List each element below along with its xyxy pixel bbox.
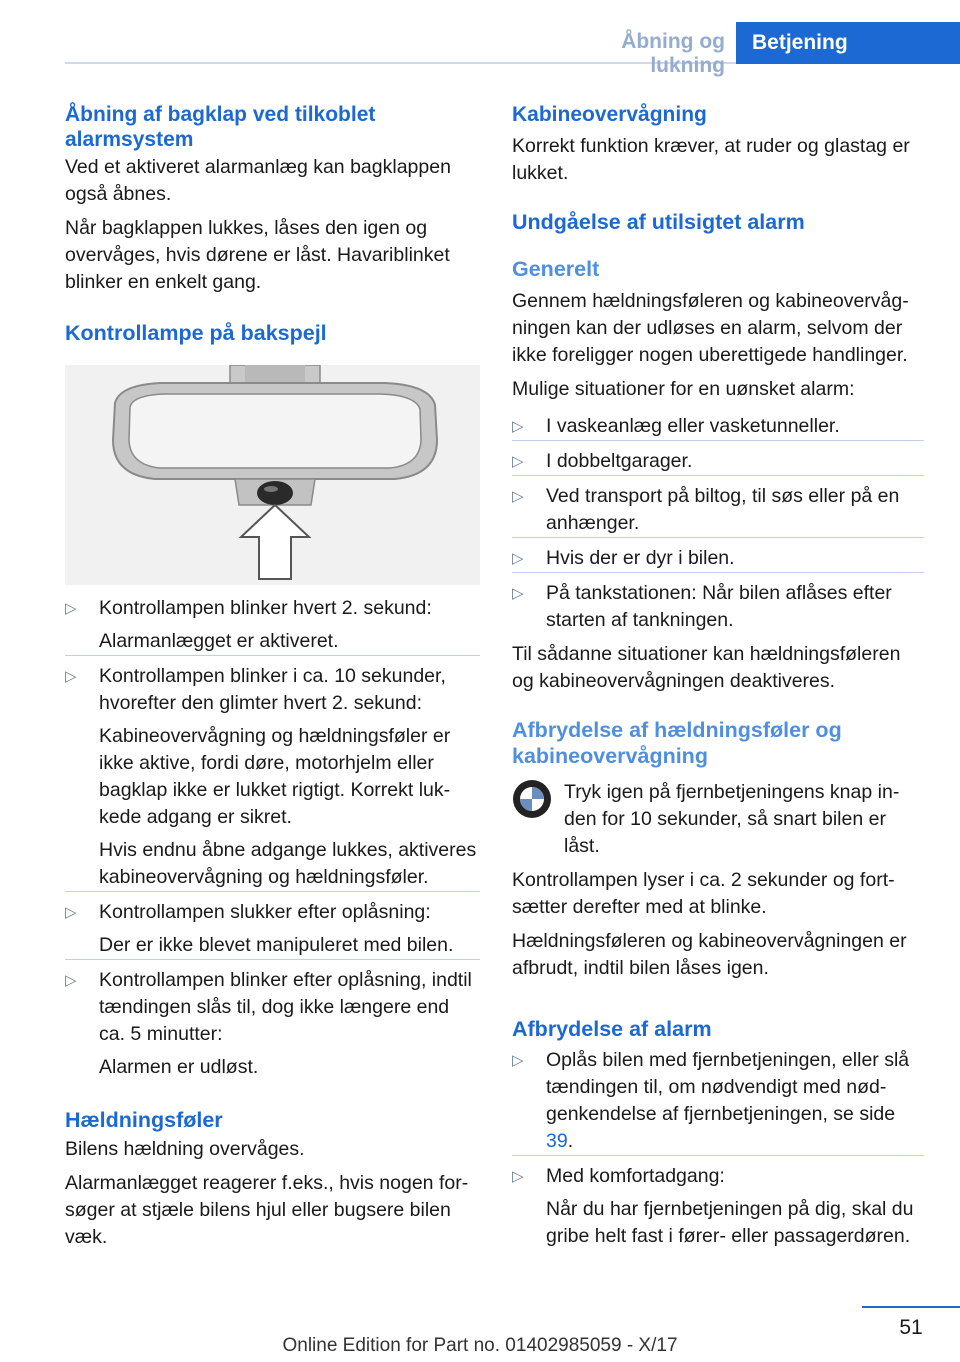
heading-tilt-sensor: Hældningsføler xyxy=(65,1108,223,1132)
list-item-subtext: Alarmen er udløst. xyxy=(99,1056,259,1078)
triangle-bullet-icon: ▷ xyxy=(512,1168,524,1185)
triangle-bullet-icon: ▷ xyxy=(65,904,77,921)
list-item-subtext: Der er ikke blevet manipuleret med bilen. xyxy=(99,934,454,956)
footer-rule xyxy=(862,1306,960,1308)
footer-edition: Online Edition for Part no. 01402985059 - X/17 xyxy=(282,1335,678,1356)
list-item-subtext: Hvis endnu åbne adgange lukkes, aktiveres kabineovervågning og hældningsføler. xyxy=(99,839,477,888)
list-item xyxy=(65,899,480,960)
header-section-title: Åbning og lukning xyxy=(621,30,725,77)
paragraph: Alarmanlægget reagerer f.eks., hvis nogen forsøger at stjæle bilens hjul eller bugsere bilen væk. xyxy=(65,1172,469,1248)
list-item-text: Med komfortadgang: xyxy=(546,1165,725,1187)
heading-cabin-monitoring: Kabineovervågning xyxy=(512,103,707,126)
triangle-bullet-icon: ▷ xyxy=(512,418,524,435)
triangle-bullet-icon: ▷ xyxy=(512,585,524,602)
heading-avoid-alarm: Undgåelse af utilsigtet alarm xyxy=(512,210,805,234)
triangle-bullet-icon: ▷ xyxy=(65,972,77,989)
paragraph: Ved et aktiveret alarmanlæg kan bagklappen også åbnes. xyxy=(65,156,451,205)
list-item-text: I dobbeltgarager. xyxy=(546,450,693,472)
list-item-text: Kontrollampen slukker efter oplåsning: xyxy=(99,901,431,923)
period: . xyxy=(567,1130,574,1152)
page-number: 51 xyxy=(899,1316,923,1339)
stop-alarm-list xyxy=(512,1047,924,1250)
situation-list xyxy=(512,413,924,634)
heading-stop-alarm: Afbrydelse af alarm xyxy=(512,1017,712,1041)
triangle-bullet-icon: ▷ xyxy=(512,453,524,470)
triangle-bullet-icon: ▷ xyxy=(512,488,524,505)
paragraph: Til sådanne situationer kan hældningsføleren og kabineovervågningen deaktiveres. xyxy=(512,643,901,692)
heading-tailgate: Åbning af bagklap ved tilkoblet alarmsystem xyxy=(65,103,376,151)
paragraph: Når bagklappen lukkes, låses den igen og overvåges, hvis dørene er låst. Havariblinket blinker en enkelt gang. xyxy=(65,217,450,293)
list-item xyxy=(512,545,924,573)
remote-button-instruction xyxy=(512,779,924,860)
list-item-subtext: Når du har fjernbetjeningen på dig, skal du gribe helt fast i fører- eller passagerdøren. xyxy=(546,1198,914,1247)
right-column xyxy=(512,102,924,1257)
paragraph: Hældningsføleren og kabineovervågningen er afbrudt, indtil bilen låses igen. xyxy=(512,930,907,979)
header-chapter-tab: Betjening xyxy=(736,22,960,64)
list-item-subtext: Kabineovervågning og hældningsføler er ikke aktive, fordi døre, motorhjelm eller bagklap ikke er lukket rigtigt. Korrekt lukkede adgang er sikret. xyxy=(99,725,451,828)
heading-general: Generelt xyxy=(512,257,600,281)
page-link[interactable]: 39 xyxy=(546,1130,568,1152)
control-lamp-list xyxy=(65,595,480,1081)
list-item-text: Kontrollampen blinker efter oplåsning, indtil tændingen slås til, dog ikke længere end ca. 5 minutter: xyxy=(99,969,472,1045)
list-item-subtext: Alarmanlægget er aktiveret. xyxy=(99,630,339,652)
triangle-bullet-icon: ▷ xyxy=(512,550,524,567)
rearview-mirror-illustration xyxy=(65,365,480,585)
list-item-text: Hvis der er dyr i bilen. xyxy=(546,547,735,569)
left-column xyxy=(65,102,480,1258)
list-item xyxy=(65,595,480,656)
paragraph: Bilens hældning overvåges. xyxy=(65,1138,305,1160)
heading-control-lamp: Kontrollampe på bakspejl xyxy=(65,321,327,345)
bmw-logo-icon xyxy=(512,779,552,819)
paragraph: Mulige situationer for en uønsket alarm: xyxy=(512,378,855,400)
paragraph: Gennem hældningsføleren og kabineovervågningen kan der udløses en alarm, selvom der ikke foreligger nogen uberettigede handlinger. xyxy=(512,290,909,366)
list-item xyxy=(65,663,480,892)
list-item xyxy=(512,483,924,538)
triangle-bullet-icon: ▷ xyxy=(65,600,77,617)
list-item-text: I vaskeanlæg eller vasketunneller. xyxy=(546,415,840,437)
list-item xyxy=(512,580,924,634)
list-item-text: Oplås bilen med fjernbetjeningen, eller slå tændingen til, om nødvendigt med nødgenkendelse af fjernbetjeningen, se side xyxy=(546,1049,910,1125)
list-item xyxy=(512,1163,924,1250)
list-item xyxy=(512,448,924,476)
paragraph: Tryk igen på fjernbetjeningens knap inden for 10 sekunder, så snart bilen er låst. xyxy=(564,781,900,857)
list-item-text: Kontrollampen blinker i ca. 10 sekunder, hvorefter den glimter hvert 2. sekund: xyxy=(99,665,446,714)
triangle-bullet-icon: ▷ xyxy=(65,668,77,685)
paragraph: Korrekt funktion kræver, at ruder og glastag er lukket. xyxy=(512,135,910,184)
paragraph: Kontrollampen lyser i ca. 2 sekunder og fortsætter derefter med at blinke. xyxy=(512,869,895,918)
list-item xyxy=(512,1047,924,1156)
triangle-bullet-icon: ▷ xyxy=(512,1052,524,1069)
list-item-text: Ved transport på biltog, til søs eller på en anhænger. xyxy=(546,485,900,534)
list-item-text: Kontrollampen blinker hvert 2. sekund: xyxy=(99,597,432,619)
heading-interrupt-sensors: Afbrydelse af hældningsføler og kabineovervågning xyxy=(512,718,842,768)
list-item-text: På tankstationen: Når bilen aflåses efter starten af tankningen. xyxy=(546,582,892,631)
list-item xyxy=(65,967,480,1081)
list-item xyxy=(512,413,924,441)
